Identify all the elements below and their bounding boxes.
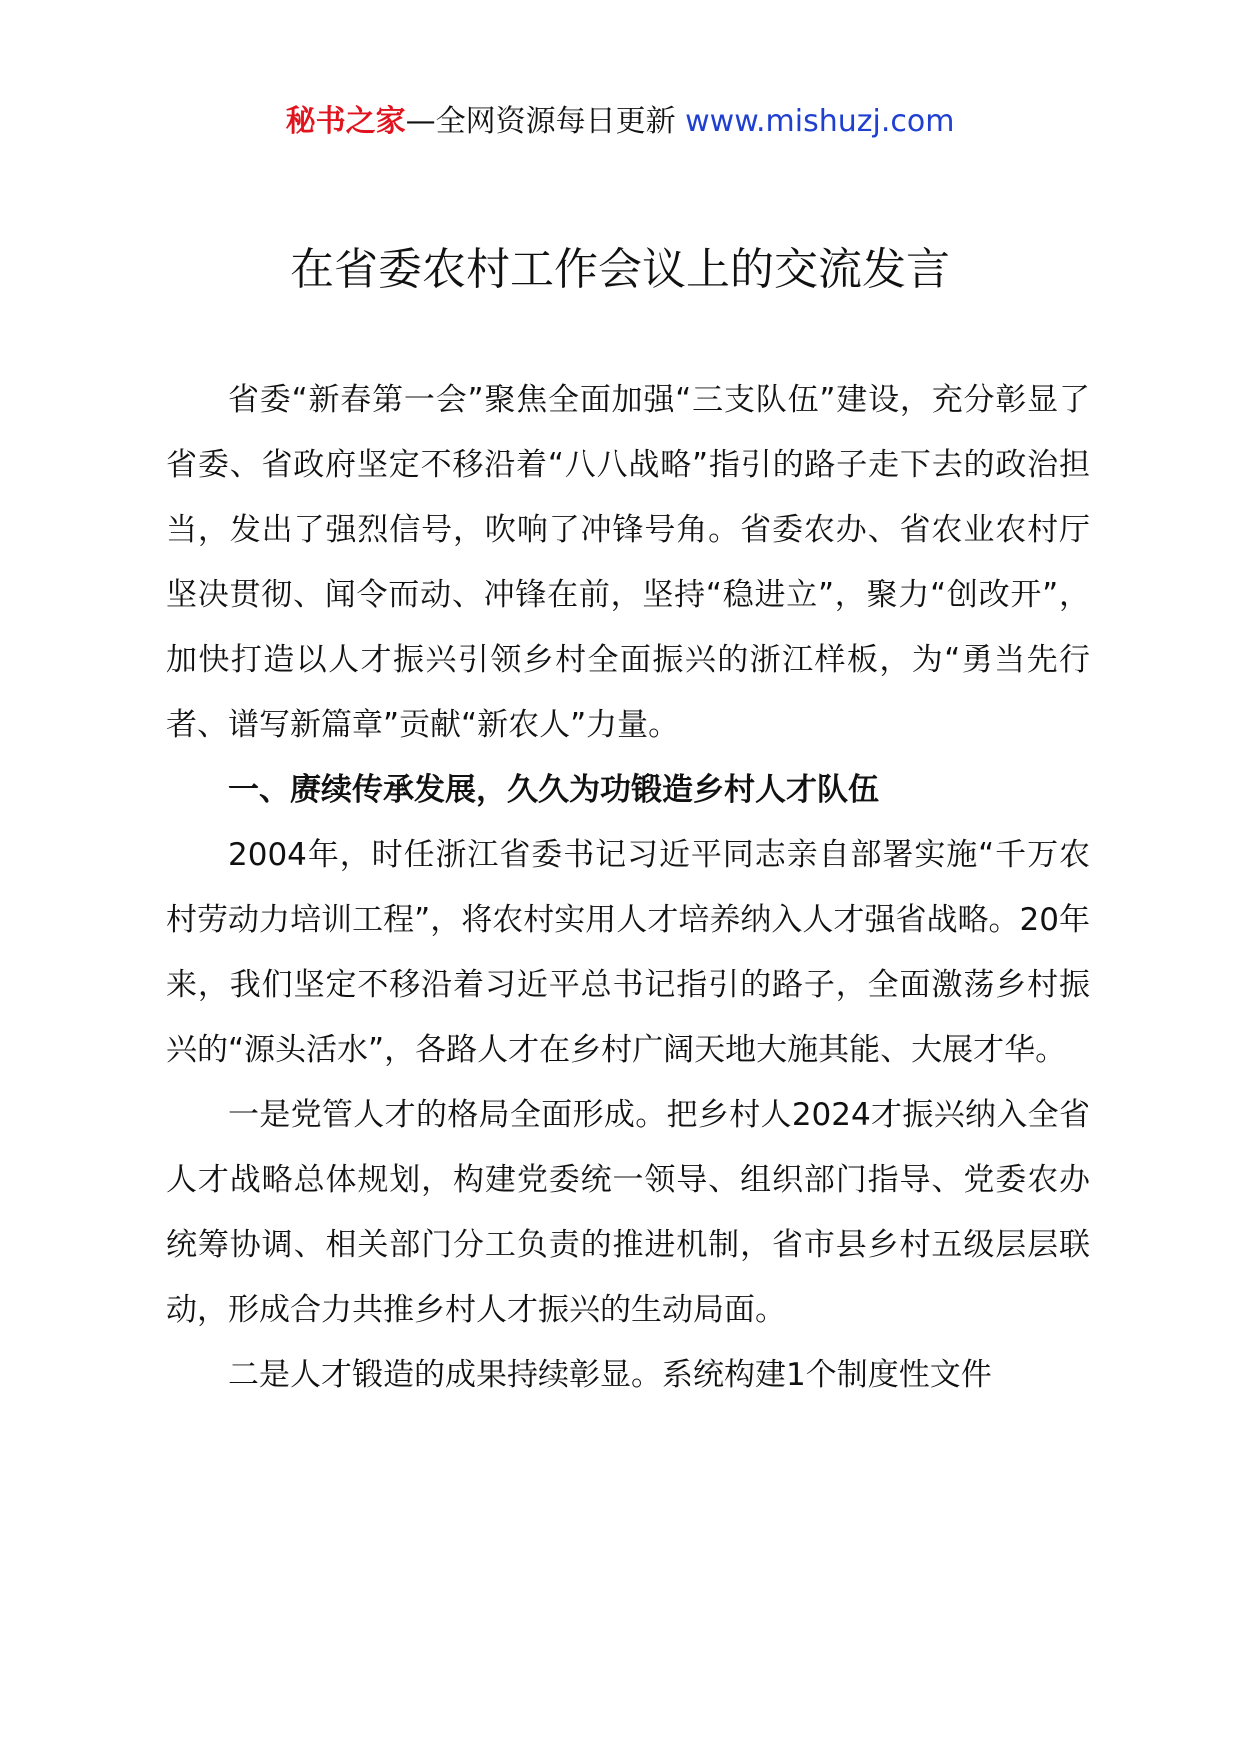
document-body <box>166 368 1090 1408</box>
body-paragraph: 一是党管人才的格局全面形成。把乡村人2024才振兴纳入全省人才战略总体规划，构建党委统一领导、组织部门指导、党委农办统筹协调、相关部门分工负责的推进机制，省市县乡村五级层层联动，形成合力共推乡村人才振兴的生动局面。 <box>166 1097 1090 1328</box>
section-heading-1: 一、赓续传承发展，久久为功锻造乡村人才队伍 <box>228 772 879 808</box>
body-paragraph: 2004年，时任浙江省委书记习近平同志亲自部署实施“千万农村劳动力培训工程”，将农村实用人才培养纳入人才强省战略。20年来，我们坚定不移沿着习近平总书记指引的路子，全面激荡乡村振兴的“源头活水”，各路人才在乡村广阔天地大施其能、大展才华。 <box>166 837 1090 1068</box>
intro-paragraph: 省委“新春第一会”聚焦全面加强“三支队伍”建设，充分彰显了省委、省政府坚定不移沿着“八八战略”指引的路子走下去的政治担当，发出了强烈信号，吹响了冲锋号角。省委农办、省农业农村厅坚决贯彻、闻令而动、冲锋在前，坚持“稳进立”，聚力“创改开”，加快打造以人才振兴引领乡村全面振兴的浙江样板，为“勇当先行者、谱写新篇章”贡献“新农人”力量。 <box>166 382 1090 743</box>
site-banner <box>0 100 1240 144</box>
banner-url-link[interactable]: www.mishuzj.com <box>685 104 955 139</box>
banner-brand: 秘书之家 <box>285 104 406 139</box>
document-title: 在省委农村工作会议上的交流发言 <box>290 244 950 295</box>
body-paragraph: 二是人才锻造的成果持续彰显。系统构建1个制度性文件 <box>228 1357 992 1393</box>
banner-tagline: —全网资源每日更新 <box>405 104 686 139</box>
